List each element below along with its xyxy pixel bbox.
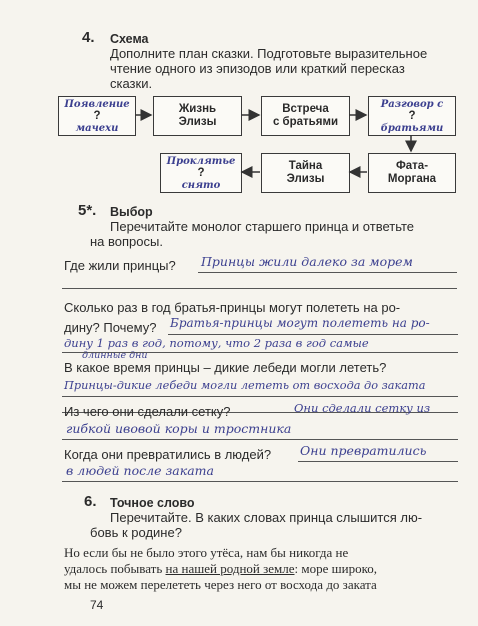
- answer-5-line-2: в людей после заката: [66, 463, 214, 478]
- answer-2-line-1: Братья-принцы могут полететь на ро-: [170, 316, 430, 330]
- box-label: Встреча: [282, 103, 329, 115]
- answer-line: [62, 439, 458, 440]
- question-2-line-2: дину? Почему?: [64, 320, 157, 335]
- answer-4-line-2: гибкой ивовой коры и тростника: [66, 421, 292, 436]
- section-4-title: Схема: [110, 32, 149, 46]
- excerpt-line-1: Но если бы не было этого утёса, нам бы никогда не: [64, 545, 349, 560]
- excerpt-text: : море широко,: [294, 561, 377, 576]
- answer-1: Принцы жили далеко за морем: [201, 254, 413, 269]
- section-6-instruction-line-2: бовь к родине?: [90, 525, 182, 540]
- section-6-number: 6.: [84, 493, 97, 510]
- answer-line: [298, 461, 458, 462]
- question-mark: ?: [197, 166, 205, 179]
- section-5-title: Выбор: [110, 205, 153, 219]
- handwritten-answer: Появление: [64, 98, 130, 110]
- answer-3: Принцы-дикие лебеди могли лететь от восхода до заката: [64, 379, 426, 392]
- box-label: Фата-: [395, 160, 429, 172]
- excerpt-line-3: мы не можем перелететь через него от восхода до заката: [64, 577, 377, 592]
- question-2-line-1: Сколько раз в год братья-принцы могут полететь на ро-: [64, 300, 401, 315]
- box-label: Элизы: [286, 173, 325, 185]
- question-5: Когда они превратились в людей?: [64, 447, 272, 462]
- section-4-instruction-line-1: Дополните план сказки. Подготовьте выразительное: [110, 46, 428, 61]
- box-label: с братьями: [272, 116, 339, 128]
- page-number: 74: [90, 598, 104, 612]
- section-6-title: Точное слово: [110, 496, 195, 510]
- answer-line: [198, 272, 457, 273]
- box-label: Моргана: [387, 173, 437, 185]
- answer-line: [62, 396, 458, 397]
- scheme-arrows: [0, 0, 478, 200]
- answer-4-line-1: Они сделали сетку из: [294, 401, 431, 415]
- excerpt-text: удалось побывать: [64, 561, 166, 576]
- excerpt-underlined: на нашей родной земле: [165, 561, 295, 576]
- question-mark: ?: [408, 109, 416, 122]
- section-4-instruction-line-3: сказки.: [110, 76, 153, 91]
- handwritten-answer: Проклятье: [166, 155, 236, 167]
- section-6-instruction-line-1: Перечитайте. В каких словах принца слышится лю-: [110, 510, 423, 525]
- handwritten-answer: снято: [181, 179, 221, 191]
- handwritten-answer: мачехи: [75, 122, 119, 134]
- box-label: Жизнь: [178, 103, 217, 115]
- answer-line: [62, 481, 458, 482]
- section-5-instruction-line-2: на вопросы.: [90, 234, 163, 249]
- answer-2-line-2: дину 1 раз в год, потому, что 2 раза в год самые: [64, 336, 369, 350]
- question-1: Где жили принцы?: [64, 258, 176, 273]
- box-label: Тайна: [288, 160, 323, 172]
- answer-5-line-1: Они превратились: [300, 443, 427, 458]
- handwritten-answer: Разговор с: [380, 98, 444, 110]
- answer-line: [62, 288, 457, 289]
- answer-line: [168, 334, 458, 335]
- answer-2-line-3: длинные дни: [82, 350, 148, 361]
- excerpt-line-2: [64, 561, 377, 576]
- handwritten-answer: братьями: [380, 122, 444, 134]
- section-5-number: 5*.: [78, 202, 97, 219]
- section-5-instruction-line-1: Перечитайте монолог старшего принца и ответьте: [110, 219, 414, 234]
- question-mark: ?: [93, 109, 101, 122]
- section-4-instruction-line-2: чтение одного из эпизодов или краткий пересказ: [110, 61, 405, 76]
- question-3: В какое время принцы – дикие лебеди могли лететь?: [64, 360, 387, 375]
- section-4-number: 4.: [82, 29, 95, 46]
- question-4: Из чего они сделали сетку?: [64, 404, 231, 419]
- box-label: Элизы: [178, 116, 217, 128]
